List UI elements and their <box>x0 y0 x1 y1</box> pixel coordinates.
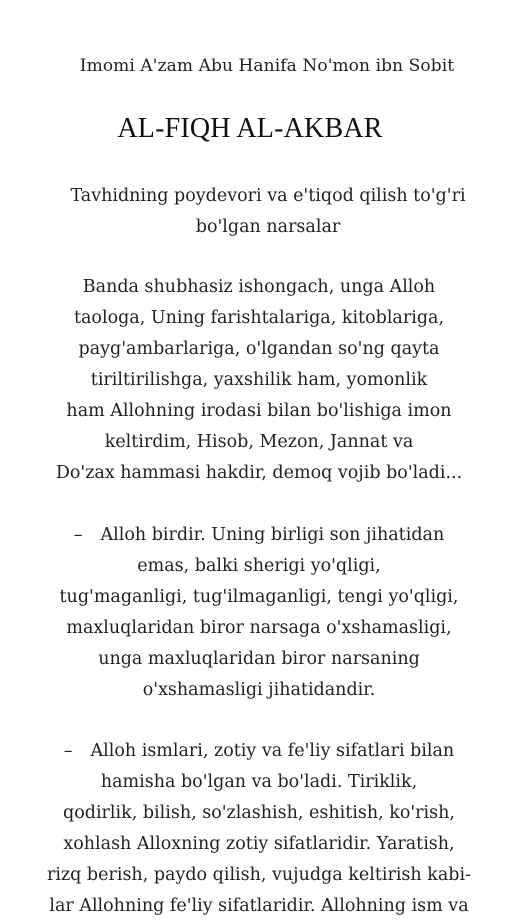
text-line: payg'ambarlariga, o'lgandan so'ng qayta <box>78 339 440 359</box>
paragraph-intro <box>24 272 494 489</box>
text-line: hamisha bo'lgan va bo'ladi. Tiriklik, <box>100 772 418 792</box>
text-line: xohlash Alloxning zotiy sifatlaridir. Yaratish, <box>63 834 455 854</box>
dash-marker: – <box>73 525 83 545</box>
text-line: ham Allohning irodasi bilan bo'lishiga imon <box>66 401 452 421</box>
text-line: o'xshamasligi jihatidandir. <box>142 680 376 700</box>
text-line: lar Allohning fe'liy sifatlaridir. Allohning ism va <box>49 896 469 916</box>
text-line: Banda shubhasiz ishongach, unga Alloh <box>82 277 436 297</box>
subtitle-line: Tavhidning poydevori va e'tiqod qilish to'g'ri <box>70 186 466 206</box>
text-line <box>24 736 494 767</box>
subtitle <box>40 181 496 243</box>
text-line: taologa, Uning farishtalariga, kitoblariga, <box>73 308 445 328</box>
text-line-content: Alloh ismlari, zotiy va fe'liy sifatlari bilan <box>90 741 455 761</box>
text-line: maxluqlaridan biror narsaga o'xshamasligi, <box>66 618 452 638</box>
text-line: qodirlik, bilish, so'zlashish, eshitish, ko'rish, <box>63 803 455 823</box>
text-line: rizq berish, paydo qilish, vujudga keltirish kabi- <box>46 865 471 885</box>
dash-marker: – <box>63 741 73 761</box>
author-line: Imomi A'zam Abu Hanifa No'mon ibn Sobit <box>79 56 455 76</box>
subtitle-line: bo'lgan narsalar <box>195 217 341 237</box>
book-title: AL-FIQH AL-AKBAR <box>117 113 383 144</box>
text-line: unga maxluqlaridan biror narsaning <box>98 649 420 669</box>
paragraph-attributes <box>24 736 494 922</box>
text-line: keltirdim, Hisob, Mezon, Jannat va <box>104 432 414 452</box>
text-line: tug'maganligi, tug'ilmaganligi, tengi yo'qligi, <box>59 587 459 607</box>
paragraph-oneness <box>24 520 494 706</box>
text-line-content: Alloh birdir. Uning birligi son jihatidan <box>100 525 445 545</box>
text-line: emas, balki sherigi yo'qligi, <box>137 556 381 576</box>
text-line: Do'zax hammasi hakdir, demoq vojib bo'ladi... <box>55 463 463 483</box>
text-line: tiriltirilishga, yaxshilik ham, yomonlik <box>90 370 428 390</box>
text-line <box>24 520 494 551</box>
